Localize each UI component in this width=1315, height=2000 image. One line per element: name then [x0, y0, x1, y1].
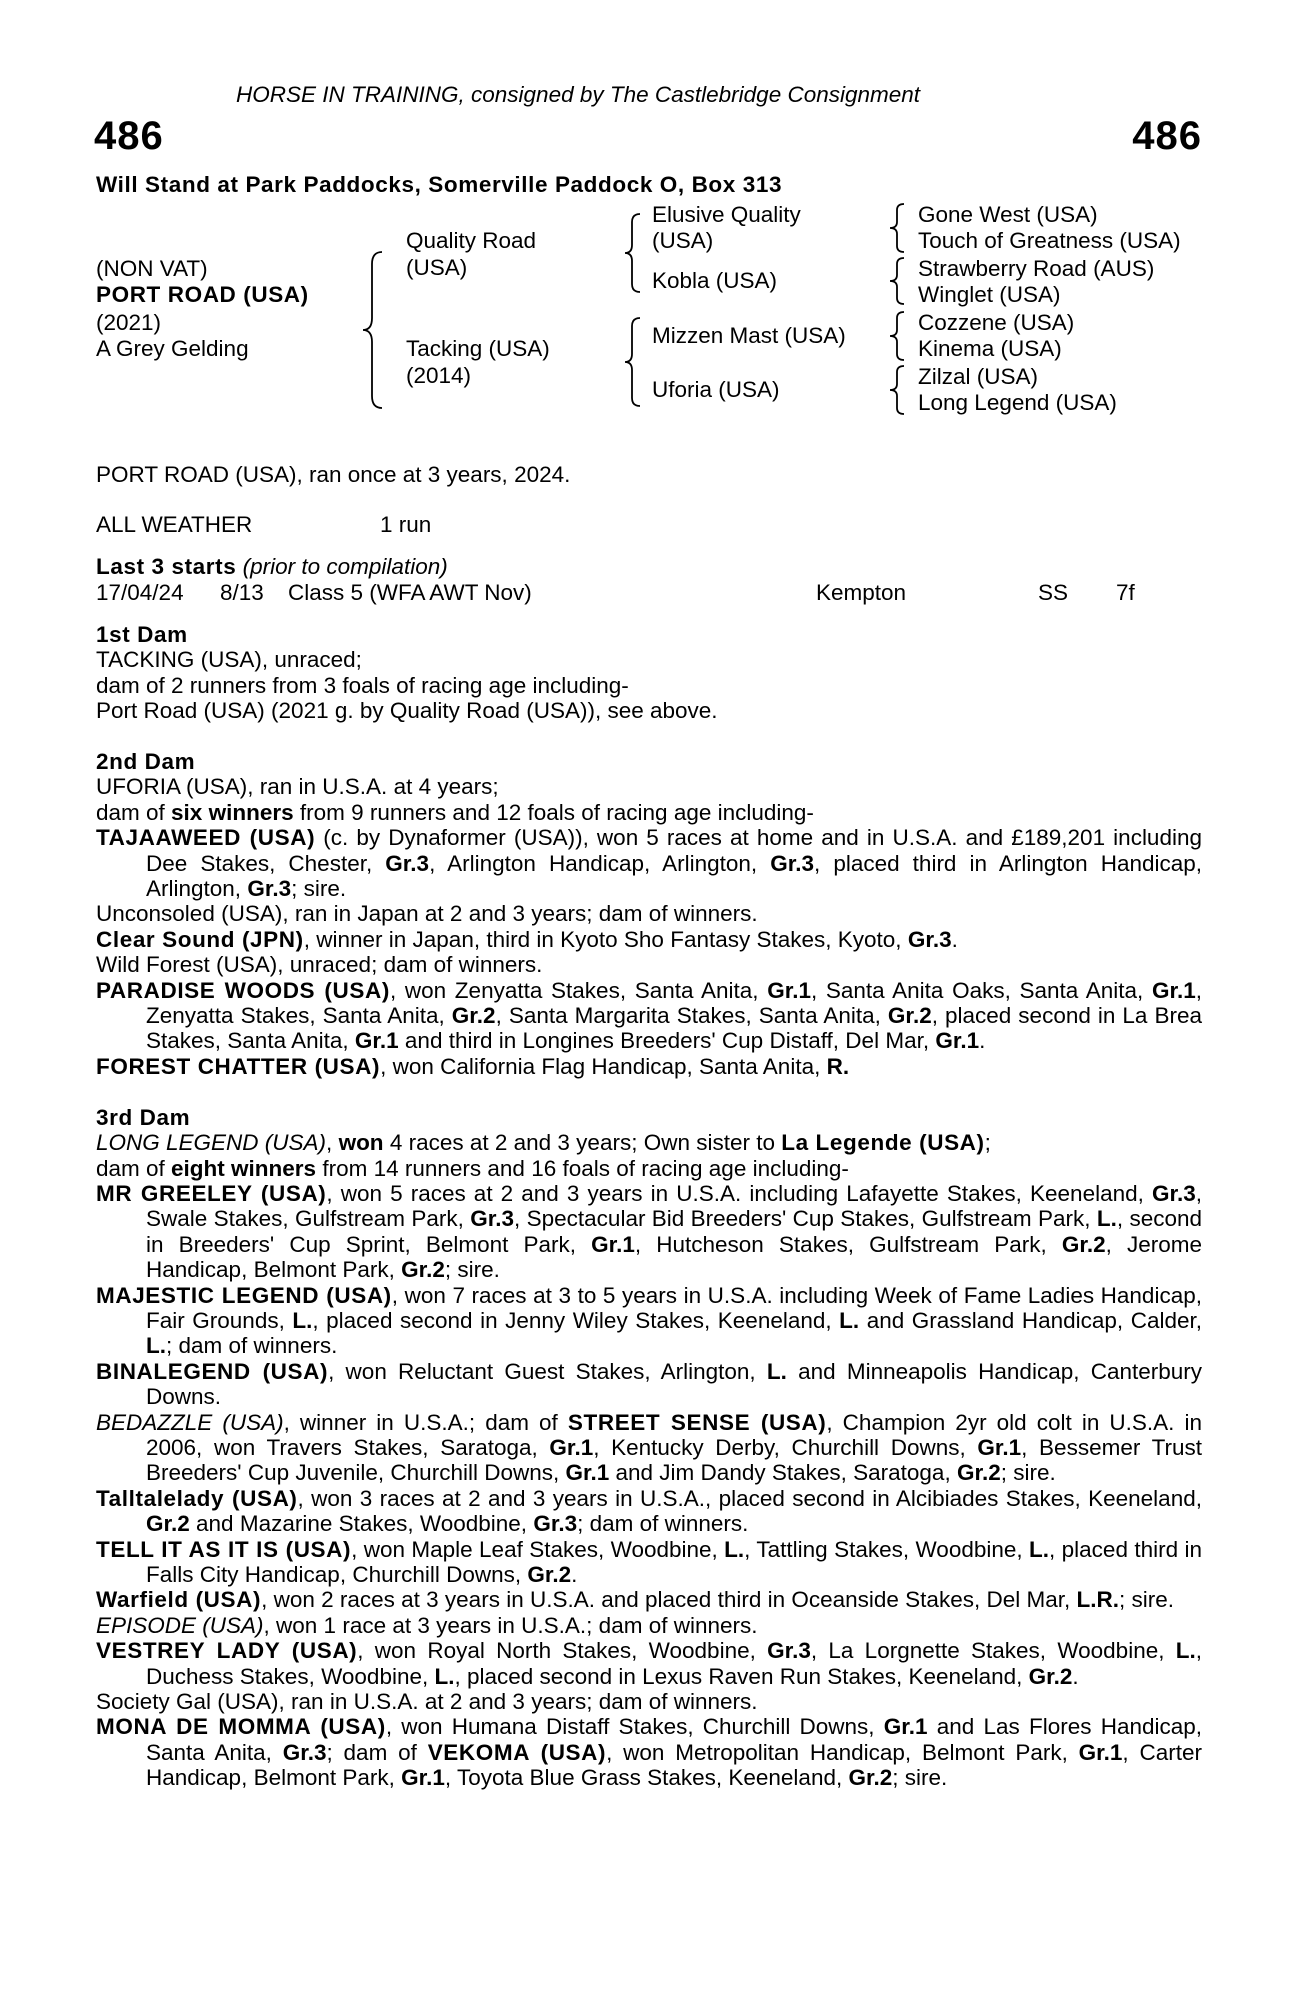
horse-description: A Grey Gelding	[96, 336, 249, 361]
entry-binalegend: BINALEGEND (USA), won Reluctant Guest Stakes, Arlington, L. and Minneapolis Handicap, Canterbury Downs.	[96, 1358, 1202, 1410]
third-dam-produce: dam of eight winners from 14 runners and 16 foals of racing age including-	[96, 1155, 849, 1181]
foaling-year: (2021)	[96, 310, 162, 335]
first-dam-entry: Port Road (USA) (2021 g. by Quality Road (USA)), see above.	[96, 698, 718, 724]
sire-origin: (USA)	[406, 255, 468, 280]
last-starts-note: (prior to compilation)	[242, 554, 448, 579]
consignment-line: HORSE IN TRAINING, consigned by The Castlebridge Consignment	[236, 82, 921, 107]
pedigree-brace-g3	[888, 310, 910, 362]
dam-dam-name: Uforia (USA)	[652, 377, 780, 402]
start-position: 8/13	[220, 580, 264, 605]
pedigree-brace-g2	[888, 256, 910, 306]
entry-paradise-woods: PARADISE WOODS (USA), won Zenyatta Stakes, Santa Anita, Gr.1, Santa Anita Oaks, Santa Anita, Gr.1, Zenyatta Stakes, Santa Anita, Gr.2, Santa Margarita Stakes, Santa Anita, Gr.2, placed second in La Brea Stakes, Santa Anita, Gr.1 and third in Longines Breeders' Cup Distaff, Del Mar, Gr.1.	[96, 977, 1202, 1054]
entry-unconsoled: Unconsoled (USA), ran in Japan at 2 and 3 years; dam of winners.	[96, 901, 758, 927]
stand-location: Will Stand at Park Paddocks, Somerville Paddock O, Box 313	[96, 172, 783, 197]
entry-mona-de-momma: MONA DE MOMMA (USA), won Humana Distaff Stakes, Churchill Downs, Gr.1 and Las Flores Handicap, Santa Anita, Gr.3; dam of VEKOMA (USA), won Metropolitan Handicap, Belmont Park, Gr.1, Carter Handicap, Belmont Park, Gr.1, Toyota Blue Grass Stakes, Keeneland, Gr.2; sire.	[96, 1714, 1203, 1791]
dam-year: (2014)	[406, 363, 472, 388]
last-starts-heading	[96, 554, 448, 580]
sire-sire-origin: (USA)	[652, 228, 714, 253]
third-dam-line: LONG LEGEND (USA), won 4 races at 2 and 3 years; Own sister to La Legende (USA);	[96, 1130, 991, 1156]
entry-bedazzle: BEDAZZLE (USA), winner in U.S.A.; dam of STREET SENSE (USA), Champion 2yr old colt in U.S.A. in 2006, won Travers Stakes, Saratoga, Gr.1, Kentucky Derby, Churchill Downs, Gr.1, Bessemer Trust Breeders' Cup Juvenile, Churchill Downs, Gr.1 and Jim Dandy Stakes, Saratoga, Gr.2; sire.	[96, 1409, 1202, 1486]
entry-clear-sound: Clear Sound (JPN), winner in Japan, third in Kyoto Sho Fantasy Stakes, Kyoto, Gr.3.	[96, 926, 958, 952]
entry-majestic-legend: MAJESTIC LEGEND (USA), won 7 races at 3 to 5 years in U.S.A. including Week of Fame Ladies Handicap, Fair Grounds, L., placed second in Jenny Wiley Stakes, Keeneland, L. and Grassland Handicap, Calder, L.; dam of winners.	[96, 1282, 1202, 1359]
first-dam-produce: dam of 2 runners from 3 foals of racing age including-	[96, 672, 629, 698]
ancestor-zilzal: Zilzal (USA)	[918, 364, 1039, 389]
entry-vestrey-lady: VESTREY LADY (USA), won Royal North Stakes, Woodbine, Gr.3, La Lorgnette Stakes, Woodbine, L., Duchess Stakes, Woodbine, L., placed second in Lexus Raven Run Stakes, Keeneland, Gr.2.	[96, 1638, 1202, 1689]
ancestor-long-legend: Long Legend (USA)	[918, 390, 1117, 415]
second-dam-line: UFORIA (USA), ran in U.S.A. at 4 years;	[96, 774, 499, 800]
sire-name: Quality Road	[406, 228, 537, 253]
pedigree-brace-main	[360, 250, 390, 410]
entry-warfield: Warfield (USA), won 2 races at 3 years in U.S.A. and placed third in Oceanside Stakes, Del Mar, L.R.; sire.	[96, 1587, 1174, 1613]
ancestor-cozzene: Cozzene (USA)	[918, 310, 1075, 335]
entry-forest-chatter: FOREST CHATTER (USA), won California Flag Handicap, Santa Anita, R.	[96, 1053, 850, 1079]
surface-label: ALL WEATHER	[96, 512, 253, 537]
horse-name: PORT ROAD (USA)	[96, 282, 309, 307]
entry-tell-it-as-it-is: TELL IT AS IT IS (USA), won Maple Leaf Stakes, Woodbine, L., Tattling Stakes, Woodbine, L., placed third in Falls City Handicap, Churchill Downs, Gr.2.	[96, 1536, 1203, 1587]
sire-dam-name: Kobla (USA)	[652, 268, 778, 293]
third-dam-heading: 3rd Dam	[96, 1104, 191, 1130]
ancestor-kinema: Kinema (USA)	[918, 336, 1062, 361]
second-dam-heading: 2nd Dam	[96, 749, 196, 775]
vat-status: (NON VAT)	[96, 256, 208, 281]
entry-episode: EPISODE (USA), won 1 race at 3 years in U.S.A.; dam of winners.	[96, 1612, 758, 1638]
pedigree-brace-g1	[888, 202, 910, 254]
dam-sire-name: Mizzen Mast (USA)	[652, 323, 846, 348]
pedigree-brace-dam	[622, 316, 646, 408]
lot-number-left: 486	[94, 114, 164, 158]
ancestor-touch-of-greatness: Touch of Greatness (USA)	[918, 228, 1181, 253]
start-course: Kempton	[816, 580, 907, 605]
entry-society-gal: Society Gal (USA), ran in U.S.A. at 2 and 3 years; dam of winners.	[96, 1689, 758, 1715]
pedigree-brace-g4	[888, 364, 910, 416]
second-dam-produce: dam of six winners from 9 runners and 12 foals of racing age including-	[96, 799, 814, 825]
last-starts-title: Last 3 starts	[96, 554, 237, 579]
first-dam-line: TACKING (USA), unraced;	[96, 647, 362, 673]
ancestor-gone-west: Gone West (USA)	[918, 202, 1098, 227]
start-distance: 7f	[1116, 580, 1135, 605]
first-dam-heading: 1st Dam	[96, 622, 188, 647]
dam-name: Tacking (USA)	[406, 336, 550, 361]
sire-sire-name: Elusive Quality	[652, 202, 801, 227]
start-race: Class 5 (WFA AWT Nov)	[288, 580, 532, 605]
lot-number-right: 486	[1132, 114, 1202, 158]
pedigree-brace-sire	[622, 212, 646, 294]
entry-tajaaweed: TAJAAWEED (USA) (c. by Dynaformer (USA)), won 5 races at home and in U.S.A. and £189,201 including Dee Stakes, Chester, Gr.3, Arlington Handicap, Arlington, Gr.3, placed third in Arlington Handicap, Arlington, Gr.3; sire.	[96, 825, 1203, 902]
start-going: SS	[1038, 580, 1069, 605]
start-date: 17/04/24	[96, 580, 184, 605]
entry-wild-forest: Wild Forest (USA), unraced; dam of winners.	[96, 952, 543, 978]
dam-sections	[96, 622, 1202, 1791]
surface-runs: 1 run	[380, 512, 432, 537]
ancestor-winglet: Winglet (USA)	[918, 282, 1061, 307]
race-summary: PORT ROAD (USA), ran once at 3 years, 2024.	[96, 462, 571, 487]
entry-talltalelady: Talltalelady (USA), won 3 races at 2 and 3 years in U.S.A., placed second in Alcibiades Stakes, Keeneland, Gr.2 and Mazarine Stakes, Woodbine, Gr.3; dam of winners.	[96, 1485, 1202, 1537]
entry-mr-greeley: MR GREELEY (USA), won 5 races at 2 and 3 years in U.S.A. including Lafayette Stakes, Keeneland, Gr.3, Swale Stakes, Gulfstream Park, Gr.3, Spectacular Bid Breeders' Cup Stakes, Gulfstream Park, L., second in Breeders' Cup Sprint, Belmont Park, Gr.1, Hutcheson Stakes, Gulfstream Park, Gr.2, Jerome Handicap, Belmont Park, Gr.2; sire.	[96, 1180, 1203, 1283]
ancestor-strawberry-road: Strawberry Road (AUS)	[918, 256, 1155, 281]
